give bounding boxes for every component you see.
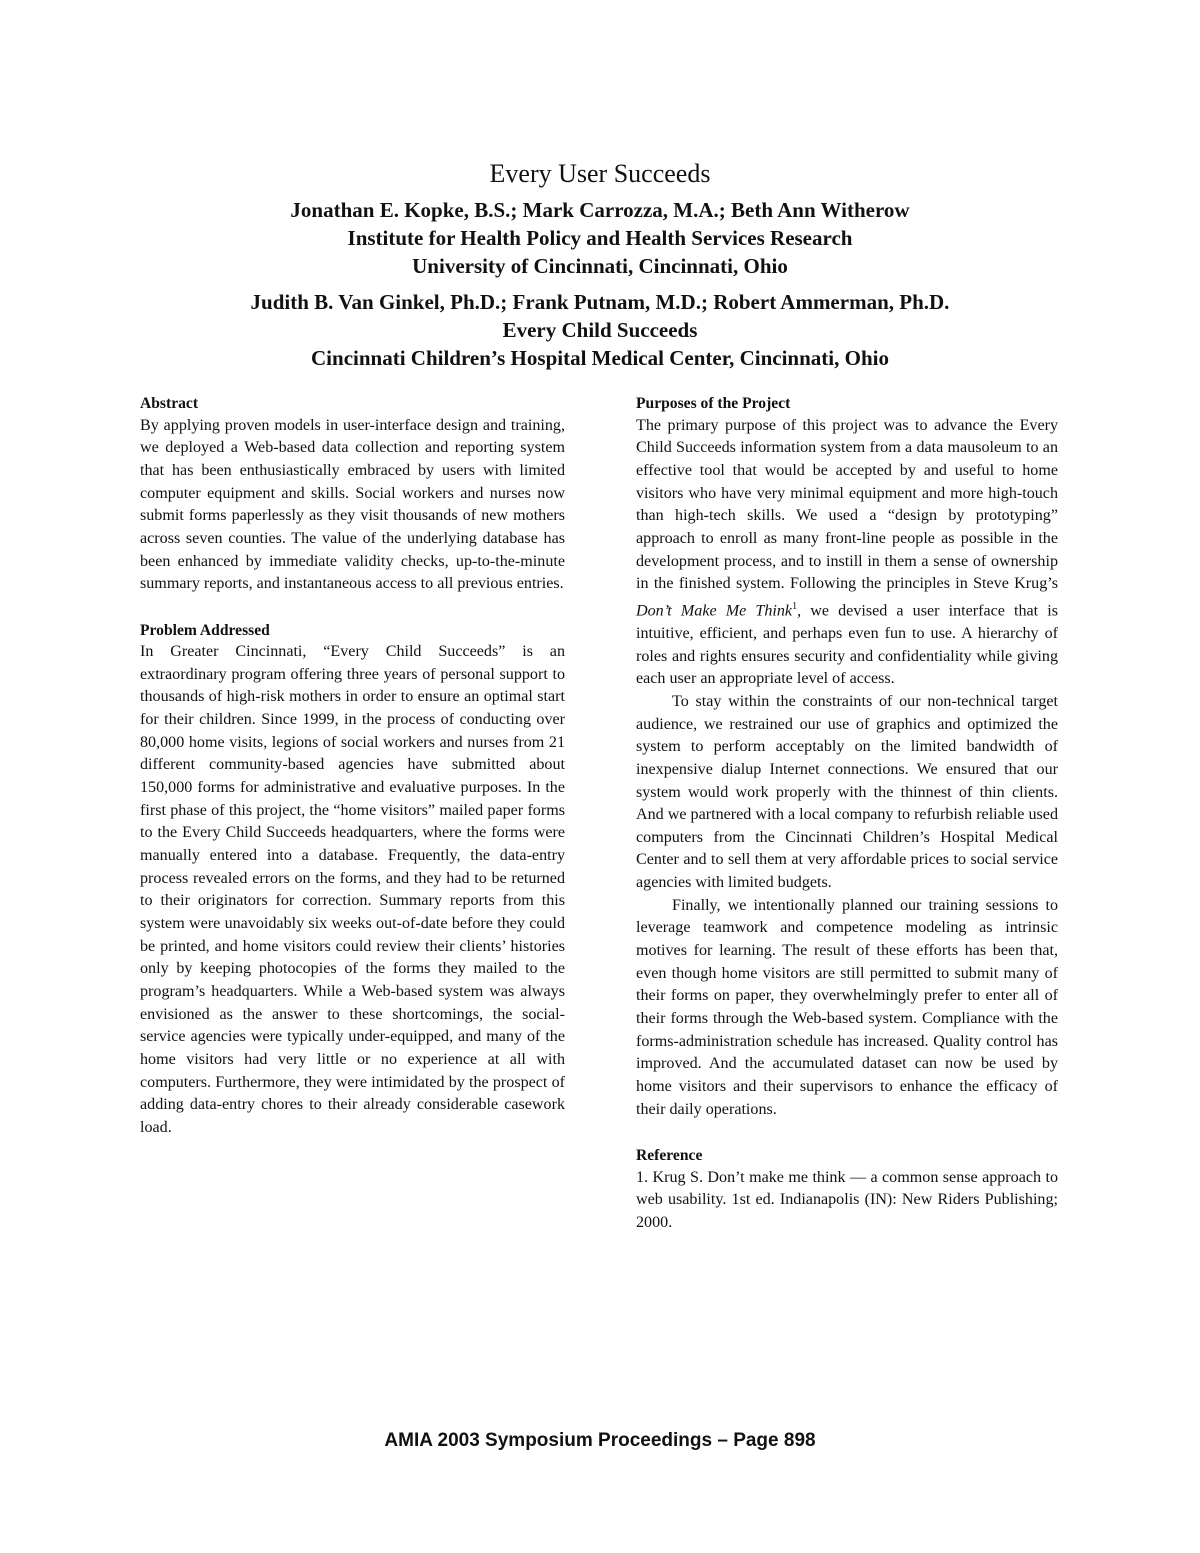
- abstract-text: By applying proven models in user-interface design and training, we deployed a Web-based data collection and reporting system that has been enthusiastically embraced by users with limited computer equipment and skills. Social workers and nurses now submit forms paperlessly as they visit thousands of new mothers across seven counties. The value of the underlying database has been enhanced by immediate validity checks, up-to-the-minute summary reports, and instantaneous access to all previous entries.: [140, 416, 565, 593]
- purposes-paragraph-2: To stay within the constraints of our non-technical target audience, we restrained our use of graphics and optimized the system to perform acceptably on the limited bandwidth of inexpensive dialup Internet connections. We ensured that our system would work properly with the thinnest of thin clients. And we partnered with a local company to refurbish reliable used computers from the Cincinnati Children’s Hospital Medical Center and to sell them at very affordable prices to social service agencies with limited budgets.: [636, 692, 1058, 892]
- purposes-paragraph-3: Finally, we intentionally planned our training sessions to leverage teamwork and competence modeling as intrinsic motives for learning. The result of these efforts has been that, even though home visitors are still permitted to submit many of their forms on paper, they overwhelmingly prefer to enter all of their forms through the Web-based system. Compliance with the forms-administration schedule has increased. Quality control has improved. And the accumulated dataset can now be used by home visitors and their supervisors to enhance the efficacy of their daily operations.: [636, 896, 1058, 1118]
- author-block-2: [0, 288, 1200, 372]
- section-gap: [636, 1121, 1058, 1144]
- problem-heading: Problem Addressed: [140, 621, 270, 639]
- purposes-p1-text-cont: , we devised a user interface that is intuitive, efficient, and perhaps even fun to use. A hierarchy of roles and rights ensures security and confidentiality while giving each user an appropriate level of access.: [636, 602, 1059, 688]
- affiliation-hospital: Cincinnati Children’s Hospital Medical Center, Cincinnati, Ohio: [311, 346, 889, 370]
- page-footer: AMIA 2003 Symposium Proceedings – Page 898: [384, 1430, 816, 1451]
- abstract-heading: Abstract: [140, 395, 199, 412]
- paper-title: Every User Succeeds: [489, 159, 711, 189]
- purposes-heading: Purposes of the Project: [636, 395, 791, 412]
- affiliation-university: University of Cincinnati, Cincinnati, Ohio: [412, 254, 788, 278]
- citation-marker: 1: [792, 600, 798, 612]
- section-gap: [140, 596, 565, 619]
- author-names-1: Jonathan E. Kopke, B.S.; Mark Carrozza, M.A.; Beth Ann Witherow: [290, 198, 910, 222]
- left-column: [140, 392, 565, 1140]
- author-block-1: [0, 196, 1200, 280]
- book-title: Don’t Make Me Think: [636, 602, 793, 620]
- purposes-p1-text: The primary purpose of this project was to advance the Every Child Succeeds information system from a data mausoleum to an effective tool that would be accepted by and useful to home visitors who have very minimal equipment and more high-touch than high-tech skills. We used a “design by prototyping” approach to enroll as many front-line people as possible in the development process, and to instill in them a sense of ownership in the finished system. Following the principles in Steve Krug’s: [636, 416, 1058, 593]
- reference-item: 1. Krug S. Don’t make me think — a common sense approach to web usability. 1st ed. Indianapolis (IN): New Riders Publishing; 2000.: [636, 1168, 1058, 1231]
- affiliation-program: Every Child Succeeds: [502, 318, 698, 342]
- purposes-paragraph-1: [636, 415, 1058, 691]
- problem-text: In Greater Cincinnati, “Every Child Succeeds” is an extraordinary program offering three years of personal support to thousands of high-risk mothers in order to ensure an optimal start for their children. Since 1999, in the process of conducting over 80,000 home visits, legions of social workers and nurses from 21 different community-based agencies have submitted about 150,000 forms for administrative and evaluative purposes. In the first phase of this project, the “home visitors” mailed paper forms to the Every Child Succeeds headquarters, where the forms were manually entered into a database. Frequently, the data-entry process revealed errors on the forms, and they had to be returned to their originators for correction. Summary reports from this system were unavoidably six weeks out-of-date before they could be printed, and home visitors could review their clients’ histories only by keeping photocopies of the forms they mailed to the program’s headquarters. While a Web-based system was always envisioned as the answer to these shortcomings, the social-service agencies were typically under-equipped, and many of the home visitors had very little or no experience at all with computers. Furthermore, they were intimidated by the prospect of adding data-entry chores to their already considerable casework load.: [140, 643, 565, 1136]
- author-names-2: Judith B. Van Ginkel, Ph.D.; Frank Putnam, M.D.; Robert Ammerman, Ph.D.: [250, 290, 950, 314]
- right-column: [636, 392, 1058, 1235]
- reference-heading: Reference: [636, 1146, 703, 1164]
- affiliation-institute: Institute for Health Policy and Health Services Research: [347, 226, 853, 250]
